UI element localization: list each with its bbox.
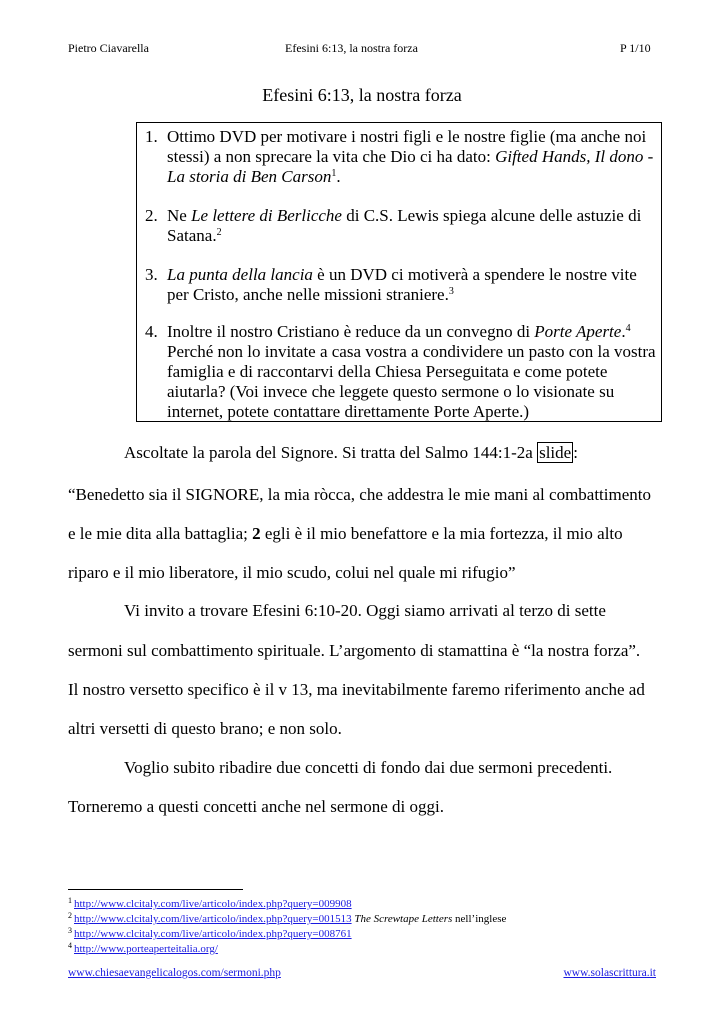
footnote-italic: The Screwtape Letters	[354, 913, 453, 925]
announcement-italic: Gifted Hands, Il dono - La storia di Ben Carson	[167, 147, 654, 186]
footnote-1	[68, 896, 352, 910]
header-page-number: P 1/10	[620, 41, 651, 55]
list-number: 2.	[145, 206, 158, 225]
footnote-number: 3	[68, 926, 72, 935]
announcement-item-4	[145, 322, 659, 422]
body-paragraph-3-line-2: Torneremo a questi concetti anche nel sermone di oggi.	[68, 797, 444, 816]
footer-link-sermons[interactable]: www.chiesaevangelicalogos.com/sermoni.php	[68, 967, 281, 979]
announcement-text: Ne	[167, 206, 192, 225]
body-text: e le mie dita alla battaglia;	[68, 524, 253, 543]
footnote-text: nell’inglese	[452, 913, 507, 925]
body-paragraph-2-line-3: Il nostro versetto specifico è il v 13, ma inevitabilmente faremo riferimento anche ad	[68, 680, 645, 699]
footnote-ref: 4	[625, 323, 631, 334]
announcement-italic: La punta della lancia	[167, 265, 313, 284]
announcement-text: .	[621, 322, 626, 341]
footnote-ref: 2	[216, 227, 222, 238]
footnote-link[interactable]: http://www.clcitaly.com/live/articolo/index.php?query=008761	[74, 928, 352, 940]
page-title: Efesini 6:13, la nostra forza	[262, 85, 462, 105]
footnote-number: 4	[68, 941, 72, 950]
announcement-text: .	[336, 167, 341, 186]
psalm-quote-line-2	[68, 524, 658, 544]
announcement-item-2	[145, 206, 659, 246]
body-paragraph-2-line-2: sermoni sul combattimento spirituale. L’argomento di stamattina è “la nostra forza”.	[68, 641, 641, 660]
psalm-quote-line-1: “Benedetto sia il SIGNORE, la mia ròcca, che addestra le mie mani al combattimento	[68, 485, 651, 504]
footnote-link[interactable]: http://www.porteaperteitalia.org/	[74, 943, 218, 955]
announcement-italic: Le lettere di Berlicche	[191, 206, 342, 225]
announcement-item-3	[145, 265, 659, 305]
footnote-divider	[68, 889, 243, 890]
header-doc-title: Efesini 6:13, la nostra forza	[285, 41, 418, 55]
body-text: Ascoltate la parola del Signore. Si tratta del Salmo 144:1-2a	[124, 443, 538, 462]
slide-marker: slide	[539, 443, 572, 462]
body-paragraph-intro	[124, 443, 714, 463]
body-paragraph-2-line-4: altri versetti di questo brano; e non solo.	[68, 719, 342, 738]
footnote-4	[68, 941, 218, 955]
body-text: :	[573, 443, 578, 462]
footnote-ref: 1	[331, 168, 337, 179]
footnote-ref: 3	[448, 286, 454, 297]
announcement-text: Ottimo DVD per motivare i nostri figli e le nostre figlie (ma anche noi stessi) a non sprecare la vita che Dio ci ha dato:	[167, 127, 647, 166]
announcements-box	[136, 122, 662, 422]
header-author: Pietro Ciavarella	[68, 41, 149, 55]
psalm-quote-line-3: riparo e il mio liberatore, il mio scudo, colui nel quale mi rifugio”	[68, 563, 516, 582]
list-number: 3.	[145, 265, 158, 284]
footnote-number: 1	[68, 896, 72, 905]
footnote-3	[68, 926, 352, 940]
footnote-link[interactable]: http://www.clcitaly.com/live/articolo/index.php?query=001513	[74, 913, 352, 925]
footnote-2	[68, 911, 506, 925]
list-number: 1.	[145, 127, 158, 146]
announcement-text: Inoltre il nostro Cristiano è reduce da un convegno di	[167, 322, 535, 341]
verse-number: 2	[252, 524, 261, 543]
body-paragraph-3-line-1: Voglio subito ribadire due concetti di fondo dai due sermoni precedenti.	[124, 758, 613, 777]
announcement-text: Perché non lo invitate a casa vostra a condividere un pasto con la vostra famiglia e di raccontarvi della Chiesa Perseguitata e come potete aiutarla? (Voi invece che leggete questo sermone o lo visionate su internet, potete contattare direttamente Porte Aperte.)	[167, 342, 656, 421]
body-text: egli è il mio benefattore e la mia fortezza, il mio alto	[260, 524, 623, 543]
announcement-text: di C.S. Lewis spiega alcune delle astuzie di Satana.	[167, 206, 642, 245]
footnote-number: 2	[68, 911, 72, 920]
announcement-text: è un DVD ci motiverà a spendere le nostre vite per Cristo, anche nelle missioni straniere.	[167, 265, 637, 304]
announcement-italic: Porte Aperte	[534, 322, 622, 341]
footer-link-solascrittura[interactable]: www.solascrittura.it	[563, 967, 656, 979]
footnote-link[interactable]: http://www.clcitaly.com/live/articolo/index.php?query=009908	[74, 898, 352, 910]
list-number: 4.	[145, 322, 158, 341]
body-paragraph-2-line-1: Vi invito a trovare Efesini 6:10-20. Oggi siamo arrivati al terzo di sette	[124, 601, 606, 620]
announcement-item-1	[145, 127, 659, 187]
